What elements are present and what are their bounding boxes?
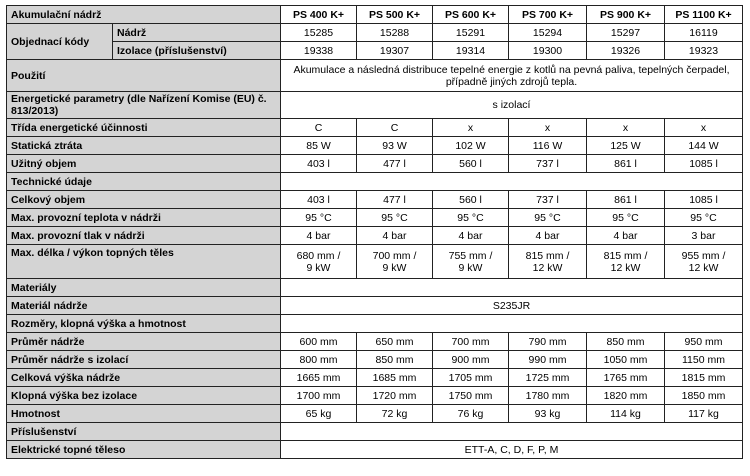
useful-volume-cell: 861 l xyxy=(587,155,665,173)
heater-cell xyxy=(433,245,509,279)
max-temp-cell: 95 °C xyxy=(665,209,743,227)
tank-material-label: Materiál nádrže xyxy=(7,297,281,315)
heater-cell xyxy=(587,245,665,279)
heater-power: 12 kW xyxy=(610,261,641,274)
electric-heater-label: Elektrické topné těleso xyxy=(7,441,281,459)
order-code-insulation-row xyxy=(7,42,743,60)
weight-cell: 65 kg xyxy=(281,405,357,423)
heater-power: 12 kW xyxy=(688,261,719,274)
tilt-height-cell: 1700 mm xyxy=(281,387,357,405)
model-header: PS 700 K+ xyxy=(509,6,587,24)
heater-length: 755 mm / xyxy=(448,249,493,262)
dimensions-section-label: Rozměry, klopná výška a hmotnost xyxy=(7,315,281,333)
total-volume-cell: 560 l xyxy=(433,191,509,209)
max-pressure-cell: 4 bar xyxy=(587,227,665,245)
model-header: PS 600 K+ xyxy=(433,6,509,24)
max-temp-cell: 95 °C xyxy=(509,209,587,227)
total-volume-cell: 1085 l xyxy=(665,191,743,209)
total-volume-row xyxy=(7,191,743,209)
max-pressure-row xyxy=(7,227,743,245)
energy-class-cell: x xyxy=(433,119,509,137)
max-temp-cell: 95 °C xyxy=(281,209,357,227)
section-spacer xyxy=(281,173,743,191)
order-code-cell: 19300 xyxy=(509,42,587,60)
specs-table xyxy=(6,5,743,459)
total-height-row xyxy=(7,369,743,387)
static-loss-cell: 116 W xyxy=(509,137,587,155)
heater-cell xyxy=(357,245,433,279)
tilt-height-cell: 1850 mm xyxy=(665,387,743,405)
total-height-label: Celková výška nádrže xyxy=(7,369,281,387)
energy-class-cell: C xyxy=(281,119,357,137)
usage-row xyxy=(7,60,743,92)
diameter-cell: 950 mm xyxy=(665,333,743,351)
energy-class-row xyxy=(7,119,743,137)
total-height-cell: 1815 mm xyxy=(665,369,743,387)
static-loss-cell: 102 W xyxy=(433,137,509,155)
max-temp-row xyxy=(7,209,743,227)
static-loss-cell: 93 W xyxy=(357,137,433,155)
section-spacer xyxy=(281,423,743,441)
order-code-cell: 15297 xyxy=(587,24,665,42)
energy-row xyxy=(7,92,743,119)
max-pressure-cell: 4 bar xyxy=(433,227,509,245)
heater-length: 815 mm / xyxy=(525,249,570,262)
max-temp-cell: 95 °C xyxy=(587,209,665,227)
weight-cell: 76 kg xyxy=(433,405,509,423)
section-spacer xyxy=(281,315,743,333)
model-header: PS 1100 K+ xyxy=(665,6,743,24)
order-code-cell: 15288 xyxy=(357,24,433,42)
total-volume-cell: 477 l xyxy=(357,191,433,209)
electric-heater-value: ETT-A, C, D, F, P, M xyxy=(281,441,743,459)
max-pressure-cell: 4 bar xyxy=(509,227,587,245)
max-temp-label: Max. provozní teplota v nádrži xyxy=(7,209,281,227)
tilt-height-cell: 1780 mm xyxy=(509,387,587,405)
useful-volume-cell: 560 l xyxy=(433,155,509,173)
heater-length: 680 mm / xyxy=(296,249,341,262)
static-loss-label: Statická ztráta xyxy=(7,137,281,155)
weight-cell: 93 kg xyxy=(509,405,587,423)
total-height-cell: 1725 mm xyxy=(509,369,587,387)
useful-volume-row xyxy=(7,155,743,173)
total-volume-label: Celkový objem xyxy=(7,191,281,209)
energy-class-label: Třída energetické účinnosti xyxy=(7,119,281,137)
accessories-section-label: Příslušenství xyxy=(7,423,281,441)
energy-class-cell: x xyxy=(509,119,587,137)
diameter-cell: 700 mm xyxy=(433,333,509,351)
max-pressure-cell: 3 bar xyxy=(665,227,743,245)
accessories-section-row xyxy=(7,423,743,441)
useful-volume-cell: 477 l xyxy=(357,155,433,173)
order-code-cell: 15285 xyxy=(281,24,357,42)
tilt-height-cell: 1720 mm xyxy=(357,387,433,405)
heater-label: Max. délka / výkon topných těles xyxy=(7,245,281,279)
model-header: PS 900 K+ xyxy=(587,6,665,24)
order-code-cell: 15291 xyxy=(433,24,509,42)
total-height-cell: 1705 mm xyxy=(433,369,509,387)
static-loss-cell: 125 W xyxy=(587,137,665,155)
diameter-insulated-row xyxy=(7,351,743,369)
tank-material-value: S235JR xyxy=(281,297,743,315)
materials-section-row xyxy=(7,279,743,297)
table-title: Akumulační nádrž xyxy=(7,6,281,24)
diameter-cell: 850 mm xyxy=(587,333,665,351)
tilt-height-label: Klopná výška bez izolace xyxy=(7,387,281,405)
tilt-height-cell: 1750 mm xyxy=(433,387,509,405)
diameter-insulated-cell: 850 mm xyxy=(357,351,433,369)
heater-cell xyxy=(509,245,587,279)
energy-class-cell: C xyxy=(357,119,433,137)
diameter-label: Průměr nádrže xyxy=(7,333,281,351)
static-loss-cell: 144 W xyxy=(665,137,743,155)
order-code-cell: 16119 xyxy=(665,24,743,42)
energy-value: s izolací xyxy=(281,92,743,119)
tilt-height-cell: 1820 mm xyxy=(587,387,665,405)
heater-cell xyxy=(665,245,743,279)
heater-row xyxy=(7,245,743,279)
energy-label: Energetické parametry (dle Nařízení Komise (EU) č. 813/2013) xyxy=(7,92,281,119)
static-loss-row xyxy=(7,137,743,155)
order-codes-tank-label: Nádrž xyxy=(113,24,281,42)
heater-length: 700 mm / xyxy=(372,249,417,262)
total-height-cell: 1665 mm xyxy=(281,369,357,387)
weight-cell: 114 kg xyxy=(587,405,665,423)
model-header: PS 500 K+ xyxy=(357,6,433,24)
max-temp-cell: 95 °C xyxy=(357,209,433,227)
order-code-cell: 19314 xyxy=(433,42,509,60)
tank-material-row xyxy=(7,297,743,315)
diameter-row xyxy=(7,333,743,351)
diameter-insulated-cell: 900 mm xyxy=(433,351,509,369)
heater-power: 9 kW xyxy=(306,261,331,274)
order-codes-insulation-label: Izolace (příslušenství) xyxy=(113,42,281,60)
section-spacer xyxy=(281,279,743,297)
materials-section-label: Materiály xyxy=(7,279,281,297)
diameter-insulated-cell: 800 mm xyxy=(281,351,357,369)
heater-power: 9 kW xyxy=(382,261,407,274)
total-volume-cell: 737 l xyxy=(509,191,587,209)
diameter-cell: 790 mm xyxy=(509,333,587,351)
weight-cell: 72 kg xyxy=(357,405,433,423)
order-code-tank-row xyxy=(7,24,743,42)
diameter-insulated-cell: 990 mm xyxy=(509,351,587,369)
useful-volume-cell: 1085 l xyxy=(665,155,743,173)
order-code-cell: 15294 xyxy=(509,24,587,42)
order-codes-label: Objednací kódy xyxy=(7,24,113,60)
order-code-cell: 19338 xyxy=(281,42,357,60)
total-volume-cell: 861 l xyxy=(587,191,665,209)
diameter-insulated-label: Průměr nádrže s izolací xyxy=(7,351,281,369)
heater-power: 12 kW xyxy=(532,261,563,274)
total-height-cell: 1685 mm xyxy=(357,369,433,387)
usage-text: Akumulace a následná distribuce tepelné energie z kotlů na pevná paliva, tepelných čerpadel, případně jiných zdrojů tepla. xyxy=(281,60,743,92)
order-code-cell: 19326 xyxy=(587,42,665,60)
heater-power: 9 kW xyxy=(458,261,483,274)
electric-heater-row xyxy=(7,441,743,459)
max-pressure-label: Max. provozní tlak v nádrži xyxy=(7,227,281,245)
heater-cell xyxy=(281,245,357,279)
energy-class-cell: x xyxy=(665,119,743,137)
weight-row xyxy=(7,405,743,423)
order-code-cell: 19307 xyxy=(357,42,433,60)
diameter-insulated-cell: 1050 mm xyxy=(587,351,665,369)
heater-length: 955 mm / xyxy=(681,249,726,262)
useful-volume-cell: 403 l xyxy=(281,155,357,173)
model-header: PS 400 K+ xyxy=(281,6,357,24)
diameter-cell: 650 mm xyxy=(357,333,433,351)
usage-label: Použití xyxy=(7,60,281,92)
useful-volume-cell: 737 l xyxy=(509,155,587,173)
max-pressure-cell: 4 bar xyxy=(357,227,433,245)
heater-length: 815 mm / xyxy=(603,249,648,262)
tilt-height-row xyxy=(7,387,743,405)
order-code-cell: 19323 xyxy=(665,42,743,60)
dimensions-section-row xyxy=(7,315,743,333)
weight-cell: 117 kg xyxy=(665,405,743,423)
total-height-cell: 1765 mm xyxy=(587,369,665,387)
static-loss-cell: 85 W xyxy=(281,137,357,155)
technical-section-label: Technické údaje xyxy=(7,173,281,191)
weight-label: Hmotnost xyxy=(7,405,281,423)
useful-volume-label: Užitný objem xyxy=(7,155,281,173)
total-volume-cell: 403 l xyxy=(281,191,357,209)
max-pressure-cell: 4 bar xyxy=(281,227,357,245)
energy-class-cell: x xyxy=(587,119,665,137)
header-row xyxy=(7,6,743,24)
max-temp-cell: 95 °C xyxy=(433,209,509,227)
technical-section-row xyxy=(7,173,743,191)
diameter-insulated-cell: 1150 mm xyxy=(665,351,743,369)
diameter-cell: 600 mm xyxy=(281,333,357,351)
